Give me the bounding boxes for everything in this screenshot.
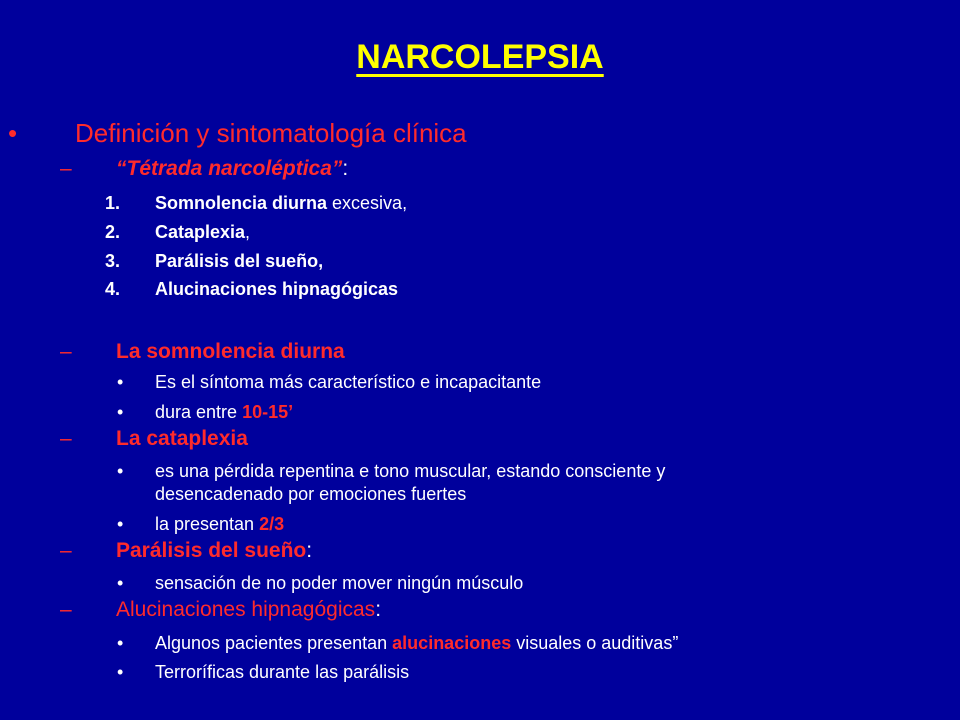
bullet-dot: • — [8, 118, 18, 148]
somnolencia-heading: La somnolencia diurna — [116, 340, 345, 363]
item-bold: Cataplexia — [155, 222, 246, 242]
dash-marker: – — [60, 157, 72, 180]
somnolencia-point-1: Es el síntoma más característico e incapacitante — [155, 372, 542, 392]
point-text: dura entre — [155, 402, 243, 422]
tetrada-item-4 — [105, 279, 398, 300]
alucinaciones-heading: Alucinaciones hipnagógicas — [116, 598, 376, 621]
bullet-dot: • — [117, 402, 124, 422]
alucinaciones-point-2: Terroríficas durante las parálisis — [155, 662, 410, 682]
paralisis-colon: : — [306, 539, 313, 562]
bullet-dot: • — [117, 633, 124, 653]
dash-marker: – — [60, 340, 72, 363]
paralisis-point-1: sensación de no poder mover ningún músculo — [155, 573, 524, 593]
bullet-dot: • — [117, 461, 124, 481]
alucinaciones-point-1 — [155, 633, 678, 654]
slide-title: NARCOLEPSIA — [356, 38, 604, 76]
tetrada-label: “Tétrada narcoléptica” — [116, 157, 343, 180]
tetrada-item-2 — [105, 222, 250, 243]
dash-marker: – — [60, 427, 72, 450]
cataplexia-point-1a: es una pérdida repentina e tono muscular, estando consciente y — [155, 461, 666, 481]
cataplexia-point-1b: desencadenado por emociones fuertes — [155, 484, 467, 504]
item-number: 3. — [105, 251, 121, 271]
section-heading: Definición y sintomatología clínica — [75, 118, 467, 148]
item-number: 2. — [105, 222, 121, 242]
point-highlight: 10-15’ — [242, 402, 294, 422]
point-text-end: visuales o auditivas” — [511, 633, 679, 653]
tetrada-colon: : — [342, 157, 349, 180]
tetrada-item-1 — [105, 193, 407, 214]
point-text: la presentan — [155, 514, 260, 534]
item-bold: Alucinaciones hipnagógicas — [155, 279, 399, 299]
paralisis-heading-line — [116, 539, 312, 563]
cataplexia-point-2 — [155, 514, 284, 535]
paralisis-heading: Parálisis del sueño — [116, 539, 307, 562]
bullet-dot: • — [117, 514, 124, 534]
cataplexia-heading: La cataplexia — [116, 427, 248, 450]
item-number: 1. — [105, 193, 121, 213]
item-bold: Somnolencia diurna — [155, 193, 328, 213]
bullet-dot: • — [117, 573, 124, 593]
alucinaciones-colon: : — [375, 598, 382, 621]
item-number: 4. — [105, 279, 121, 299]
dash-marker: – — [60, 539, 72, 562]
bullet-dot: • — [117, 662, 124, 682]
dash-marker: – — [60, 598, 72, 621]
somnolencia-point-2 — [155, 402, 293, 423]
point-text: Algunos pacientes presentan — [155, 633, 393, 653]
item-rest: , — [245, 222, 251, 242]
item-bold: Parálisis del sueño, — [155, 251, 324, 271]
alucinaciones-heading-line — [116, 598, 381, 622]
item-rest: excesiva, — [327, 193, 408, 213]
bullet-dot: • — [117, 372, 124, 392]
point-highlight: 2/3 — [259, 514, 285, 534]
point-highlight: alucinaciones — [392, 633, 512, 653]
tetrada-item-3 — [105, 251, 323, 272]
tetrada-heading — [116, 157, 348, 181]
